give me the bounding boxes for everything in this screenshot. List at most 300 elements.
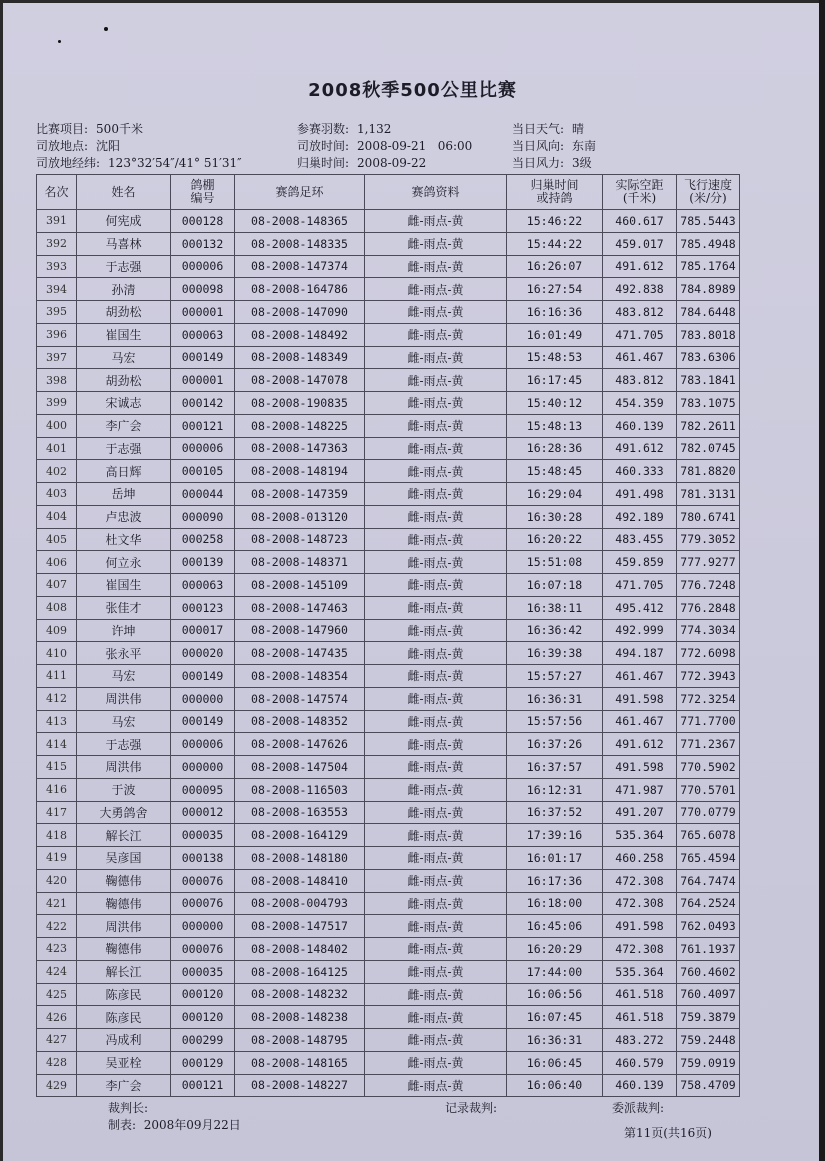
cell-ring-number: 08-2008-148238 [235, 1006, 365, 1029]
table-body [37, 210, 740, 1097]
column-header-bird-info [365, 175, 507, 210]
cell-loft-id: 000149 [171, 346, 235, 369]
table-row [37, 346, 740, 369]
cell-bird-info: 雌-雨点-黄 [365, 892, 507, 915]
cell-distance: 472.308 [603, 869, 677, 892]
cell-speed: 783.1841 [677, 369, 740, 392]
cell-distance: 459.859 [603, 551, 677, 574]
cell-loft-id: 000121 [171, 414, 235, 437]
cell-bird-info: 雌-雨点-黄 [365, 346, 507, 369]
cell-rank: 410 [37, 642, 77, 665]
column-header-text: 飞行速度 [683, 178, 732, 192]
meta-release-date: 2008-09-21 [357, 139, 427, 153]
cell-return-time: 16:37:57 [507, 756, 603, 779]
cell-rank: 407 [37, 574, 77, 597]
cell-return-time: 16:36:42 [507, 619, 603, 642]
meta-wind-dir-value: 东南 [572, 139, 597, 153]
cell-ring-number: 08-2008-147078 [235, 369, 365, 392]
cell-return-time: 16:18:00 [507, 892, 603, 915]
meta-wind-force-value: 3级 [572, 156, 592, 170]
meta-weather [512, 120, 584, 137]
cell-bird-info: 雌-雨点-黄 [365, 983, 507, 1006]
cell-return-time: 16:20:22 [507, 528, 603, 551]
cell-rank: 393 [37, 255, 77, 278]
column-header-loft-id [171, 175, 235, 210]
cell-name: 解长江 [77, 824, 171, 847]
column-header-name [77, 175, 171, 210]
cell-ring-number: 08-2008-148354 [235, 665, 365, 688]
cell-rank: 423 [37, 938, 77, 961]
cell-distance: 491.598 [603, 756, 677, 779]
cell-return-time: 16:06:40 [507, 1074, 603, 1097]
cell-name: 张佳才 [77, 596, 171, 619]
cell-ring-number: 08-2008-164125 [235, 960, 365, 983]
cell-rank: 399 [37, 392, 77, 415]
cell-bird-info: 雌-雨点-黄 [365, 778, 507, 801]
page-title: 2008秋季500公里比赛 [308, 80, 517, 101]
cell-rank: 398 [37, 369, 77, 392]
cell-speed: 760.4602 [677, 960, 740, 983]
cell-ring-number: 08-2008-147090 [235, 301, 365, 324]
cell-speed: 783.1075 [677, 392, 740, 415]
column-header-text: 实际空距 [615, 178, 664, 192]
cell-distance: 494.187 [603, 642, 677, 665]
table-row [37, 687, 740, 710]
cell-ring-number: 08-2008-147463 [235, 596, 365, 619]
cell-rank: 397 [37, 346, 77, 369]
meta-location-label: 司放地点: [36, 139, 89, 153]
cell-bird-info: 雌-雨点-黄 [365, 596, 507, 619]
column-header-text: 或持鸽 [536, 191, 573, 205]
table-row [37, 505, 740, 528]
cell-loft-id: 000063 [171, 323, 235, 346]
cell-rank: 417 [37, 801, 77, 824]
cell-return-time: 16:17:45 [507, 369, 603, 392]
cell-name: 周洪伟 [77, 756, 171, 779]
meta-wind-dir-label: 当日风向: [512, 139, 565, 153]
cell-speed: 785.1764 [677, 255, 740, 278]
cell-loft-id: 000063 [171, 574, 235, 597]
cell-ring-number: 08-2008-164786 [235, 278, 365, 301]
cell-rank: 413 [37, 710, 77, 733]
cell-loft-id: 000128 [171, 210, 235, 233]
meta-release [297, 137, 472, 154]
cell-bird-info: 雌-雨点-黄 [365, 847, 507, 870]
cell-rank: 414 [37, 733, 77, 756]
cell-distance: 483.272 [603, 1029, 677, 1052]
meta-location [36, 137, 120, 154]
meta-event-value: 500千米 [96, 122, 143, 136]
cell-return-time: 15:40:12 [507, 392, 603, 415]
cell-return-time: 16:20:29 [507, 938, 603, 961]
cell-name: 吴亚栓 [77, 1051, 171, 1074]
table-row [37, 665, 740, 688]
meta-event-label: 比赛项目: [36, 122, 89, 136]
cell-bird-info: 雌-雨点-黄 [365, 392, 507, 415]
cell-speed: 781.8820 [677, 460, 740, 483]
table-row [37, 301, 740, 324]
cell-ring-number: 08-2008-147960 [235, 619, 365, 642]
cell-ring-number: 08-2008-148402 [235, 938, 365, 961]
cell-name: 陈彦民 [77, 983, 171, 1006]
cell-speed: 771.2367 [677, 733, 740, 756]
cell-loft-id: 000149 [171, 710, 235, 733]
cell-distance: 492.838 [603, 278, 677, 301]
cell-speed: 783.8018 [677, 323, 740, 346]
cell-ring-number: 08-2008-148165 [235, 1051, 365, 1074]
meta-wind-force-label: 当日风力: [512, 156, 565, 170]
cell-loft-id: 000000 [171, 687, 235, 710]
cell-distance: 535.364 [603, 960, 677, 983]
column-header-return-time [507, 175, 603, 210]
cell-name: 周洪伟 [77, 687, 171, 710]
cell-name: 孙清 [77, 278, 171, 301]
cell-bird-info: 雌-雨点-黄 [365, 756, 507, 779]
cell-distance: 460.579 [603, 1051, 677, 1074]
cell-distance: 461.518 [603, 983, 677, 1006]
cell-name: 于志强 [77, 255, 171, 278]
column-header-text: 赛鸽足环 [275, 184, 324, 199]
cell-speed: 785.5443 [677, 210, 740, 233]
cell-return-time: 15:57:27 [507, 665, 603, 688]
cell-loft-id: 000000 [171, 756, 235, 779]
cell-ring-number: 08-2008-148349 [235, 346, 365, 369]
cell-loft-id: 000095 [171, 778, 235, 801]
table-row [37, 323, 740, 346]
cell-distance: 483.812 [603, 301, 677, 324]
cell-return-time: 16:26:07 [507, 255, 603, 278]
cell-rank: 405 [37, 528, 77, 551]
cell-rank: 424 [37, 960, 77, 983]
cell-ring-number: 08-2008-147626 [235, 733, 365, 756]
cell-bird-info: 雌-雨点-黄 [365, 369, 507, 392]
cell-name: 于波 [77, 778, 171, 801]
column-header-distance [603, 175, 677, 210]
cell-return-time: 16:37:26 [507, 733, 603, 756]
column-header-text: 名次 [44, 184, 69, 199]
cell-return-time: 16:01:49 [507, 323, 603, 346]
cell-speed: 781.3131 [677, 483, 740, 506]
meta-location-value: 沈阳 [96, 139, 121, 153]
cell-distance: 491.598 [603, 915, 677, 938]
cell-name: 李广会 [77, 414, 171, 437]
cell-distance: 495.412 [603, 596, 677, 619]
cell-speed: 780.6741 [677, 505, 740, 528]
cell-rank: 418 [37, 824, 77, 847]
cell-speed: 765.4594 [677, 847, 740, 870]
cell-bird-info: 雌-雨点-黄 [365, 574, 507, 597]
cell-rank: 419 [37, 847, 77, 870]
cell-name: 鞠德伟 [77, 938, 171, 961]
cell-return-time: 15:44:22 [507, 232, 603, 255]
footer-page-number: 第11页(共16页) [624, 1126, 712, 1140]
cell-speed: 764.2524 [677, 892, 740, 915]
cell-bird-info: 雌-雨点-黄 [365, 1006, 507, 1029]
cell-speed: 774.3034 [677, 619, 740, 642]
cell-loft-id: 000020 [171, 642, 235, 665]
cell-return-time: 16:38:11 [507, 596, 603, 619]
cell-return-time: 16:07:45 [507, 1006, 603, 1029]
cell-loft-id: 000120 [171, 1006, 235, 1029]
cell-loft-id: 000017 [171, 619, 235, 642]
cell-bird-info: 雌-雨点-黄 [365, 528, 507, 551]
cell-return-time: 16:16:36 [507, 301, 603, 324]
cell-name: 马宏 [77, 665, 171, 688]
cell-name: 何立永 [77, 551, 171, 574]
meta-release-label: 司放时间: [297, 139, 350, 153]
meta-count [297, 120, 391, 137]
table-row [37, 960, 740, 983]
cell-rank: 391 [37, 210, 77, 233]
cell-loft-id: 000132 [171, 232, 235, 255]
cell-bird-info: 雌-雨点-黄 [365, 915, 507, 938]
cell-distance: 461.467 [603, 710, 677, 733]
cell-loft-id: 000258 [171, 528, 235, 551]
cell-ring-number: 08-2008-147517 [235, 915, 365, 938]
meta-return [297, 154, 426, 171]
footer-made [108, 1116, 241, 1133]
cell-speed: 782.2611 [677, 414, 740, 437]
cell-rank: 400 [37, 414, 77, 437]
meta-return-label: 归巢时间: [297, 156, 350, 170]
cell-name: 卢忠波 [77, 505, 171, 528]
cell-bird-info: 雌-雨点-黄 [365, 437, 507, 460]
cell-loft-id: 000035 [171, 824, 235, 847]
table-row [37, 369, 740, 392]
cell-bird-info: 雌-雨点-黄 [365, 323, 507, 346]
cell-speed: 760.4097 [677, 983, 740, 1006]
scan-edge-left [0, 0, 3, 1161]
cell-return-time: 16:39:38 [507, 642, 603, 665]
cell-ring-number: 08-2008-148410 [235, 869, 365, 892]
table-row [37, 642, 740, 665]
table-row [37, 619, 740, 642]
table-row [37, 528, 740, 551]
cell-distance: 492.999 [603, 619, 677, 642]
cell-name: 崔国生 [77, 574, 171, 597]
column-header-text: 编号 [190, 191, 215, 205]
cell-rank: 429 [37, 1074, 77, 1097]
cell-name: 马喜林 [77, 232, 171, 255]
table-row [37, 801, 740, 824]
cell-distance: 491.612 [603, 733, 677, 756]
cell-distance: 491.207 [603, 801, 677, 824]
meta-return-value: 2008-09-22 [357, 156, 427, 170]
cell-name: 鞠德伟 [77, 892, 171, 915]
cell-name: 杜文华 [77, 528, 171, 551]
cell-rank: 415 [37, 756, 77, 779]
cell-speed: 761.1937 [677, 938, 740, 961]
cell-distance: 461.518 [603, 1006, 677, 1029]
column-header-ring-number [235, 175, 365, 210]
table-row [37, 938, 740, 961]
cell-distance: 535.364 [603, 824, 677, 847]
cell-ring-number: 08-2008-148225 [235, 414, 365, 437]
cell-rank: 427 [37, 1029, 77, 1052]
cell-distance: 461.467 [603, 665, 677, 688]
cell-loft-id: 000006 [171, 733, 235, 756]
cell-ring-number: 08-2008-163553 [235, 801, 365, 824]
cell-rank: 426 [37, 1006, 77, 1029]
scan-speck [58, 40, 61, 43]
cell-ring-number: 08-2008-148335 [235, 232, 365, 255]
footer-made-label: 制表: [108, 1118, 137, 1132]
scan-edge-right [819, 0, 825, 1161]
cell-bird-info: 雌-雨点-黄 [365, 232, 507, 255]
cell-loft-id: 000001 [171, 369, 235, 392]
cell-rank: 425 [37, 983, 77, 1006]
cell-ring-number: 08-2008-147435 [235, 642, 365, 665]
cell-distance: 460.139 [603, 414, 677, 437]
cell-speed: 770.5902 [677, 756, 740, 779]
cell-name: 陈彦民 [77, 1006, 171, 1029]
cell-return-time: 16:45:06 [507, 915, 603, 938]
cell-distance: 460.333 [603, 460, 677, 483]
cell-bird-info: 雌-雨点-黄 [365, 687, 507, 710]
cell-rank: 404 [37, 505, 77, 528]
column-header-text: 赛鸽资料 [411, 184, 460, 199]
cell-ring-number: 08-2008-147363 [235, 437, 365, 460]
cell-speed: 776.7248 [677, 574, 740, 597]
table-row [37, 733, 740, 756]
column-header-text: 归巢时间 [530, 178, 579, 192]
cell-speed: 770.5701 [677, 778, 740, 801]
cell-loft-id: 000139 [171, 551, 235, 574]
cell-ring-number: 08-2008-148795 [235, 1029, 365, 1052]
cell-ring-number: 08-2008-013120 [235, 505, 365, 528]
cell-rank: 416 [37, 778, 77, 801]
meta-coords-value: 123°32′54″/41° 51′31″ [108, 156, 242, 170]
meta-wind-force [512, 154, 592, 171]
cell-rank: 411 [37, 665, 77, 688]
cell-return-time: 16:28:36 [507, 437, 603, 460]
cell-speed: 759.2448 [677, 1029, 740, 1052]
cell-rank: 412 [37, 687, 77, 710]
table-row [37, 778, 740, 801]
table-row [37, 983, 740, 1006]
results-table [36, 174, 740, 1097]
cell-speed: 772.3943 [677, 665, 740, 688]
cell-distance: 460.258 [603, 847, 677, 870]
table-row [37, 892, 740, 915]
cell-ring-number: 08-2008-147359 [235, 483, 365, 506]
table-row [37, 574, 740, 597]
cell-bird-info: 雌-雨点-黄 [365, 255, 507, 278]
table-row [37, 255, 740, 278]
cell-rank: 392 [37, 232, 77, 255]
meta-coords-label: 司放地经纬: [36, 156, 101, 170]
cell-bird-info: 雌-雨点-黄 [365, 938, 507, 961]
cell-bird-info: 雌-雨点-黄 [365, 1074, 507, 1097]
cell-loft-id: 000105 [171, 460, 235, 483]
cell-bird-info: 雌-雨点-黄 [365, 824, 507, 847]
cell-return-time: 16:27:54 [507, 278, 603, 301]
cell-loft-id: 000076 [171, 869, 235, 892]
cell-return-time: 16:30:28 [507, 505, 603, 528]
cell-speed: 784.6448 [677, 301, 740, 324]
footer-recorder: 记录裁判: [445, 1101, 498, 1115]
cell-return-time: 16:17:36 [507, 869, 603, 892]
cell-return-time: 15:46:22 [507, 210, 603, 233]
cell-name: 李广会 [77, 1074, 171, 1097]
cell-return-time: 17:39:16 [507, 824, 603, 847]
cell-name: 崔国生 [77, 323, 171, 346]
cell-rank: 420 [37, 869, 77, 892]
cell-distance: 491.598 [603, 687, 677, 710]
cell-speed: 762.0493 [677, 915, 740, 938]
cell-speed: 783.6306 [677, 346, 740, 369]
column-header-rank [37, 175, 77, 210]
cell-distance: 454.359 [603, 392, 677, 415]
table-row [37, 869, 740, 892]
cell-rank: 421 [37, 892, 77, 915]
cell-loft-id: 000098 [171, 278, 235, 301]
cell-name: 冯成利 [77, 1029, 171, 1052]
cell-ring-number: 08-2008-148365 [235, 210, 365, 233]
cell-loft-id: 000001 [171, 301, 235, 324]
cell-name: 岳坤 [77, 483, 171, 506]
cell-loft-id: 000123 [171, 596, 235, 619]
cell-bird-info: 雌-雨点-黄 [365, 733, 507, 756]
column-header-text: 姓名 [111, 184, 136, 199]
meta-weather-value: 晴 [572, 122, 585, 136]
cell-distance: 471.987 [603, 778, 677, 801]
cell-bird-info: 雌-雨点-黄 [365, 414, 507, 437]
table-row [37, 278, 740, 301]
cell-ring-number: 08-2008-147574 [235, 687, 365, 710]
cell-rank: 422 [37, 915, 77, 938]
cell-return-time: 16:06:45 [507, 1051, 603, 1074]
cell-rank: 402 [37, 460, 77, 483]
cell-bird-info: 雌-雨点-黄 [365, 278, 507, 301]
footer-made-date: 2008年09月22日 [143, 1118, 241, 1132]
cell-loft-id: 000006 [171, 437, 235, 460]
cell-loft-id: 000142 [171, 392, 235, 415]
cell-distance: 491.612 [603, 255, 677, 278]
cell-speed: 759.0919 [677, 1051, 740, 1074]
cell-ring-number: 08-2008-148492 [235, 323, 365, 346]
meta-count-label: 参赛羽数: [297, 122, 350, 136]
cell-name: 于志强 [77, 437, 171, 460]
cell-return-time: 16:06:56 [507, 983, 603, 1006]
cell-distance: 472.308 [603, 892, 677, 915]
cell-ring-number: 08-2008-148227 [235, 1074, 365, 1097]
column-header-text: (米/分) [689, 191, 727, 205]
table-row [37, 460, 740, 483]
table-row [37, 232, 740, 255]
cell-name: 张永平 [77, 642, 171, 665]
table-row [37, 551, 740, 574]
cell-speed: 771.7700 [677, 710, 740, 733]
column-header-text: (千米) [622, 191, 657, 205]
cell-bird-info: 雌-雨点-黄 [365, 642, 507, 665]
cell-speed: 759.3879 [677, 1006, 740, 1029]
cell-bird-info: 雌-雨点-黄 [365, 301, 507, 324]
cell-return-time: 15:48:13 [507, 414, 603, 437]
cell-bird-info: 雌-雨点-黄 [365, 619, 507, 642]
cell-return-time: 16:12:31 [507, 778, 603, 801]
cell-bird-info: 雌-雨点-黄 [365, 1029, 507, 1052]
cell-rank: 401 [37, 437, 77, 460]
table-row [37, 1006, 740, 1029]
cell-name: 何宪成 [77, 210, 171, 233]
meta-count-value: 1,132 [357, 122, 392, 136]
cell-distance: 459.017 [603, 232, 677, 255]
cell-distance: 460.617 [603, 210, 677, 233]
table-row [37, 437, 740, 460]
cell-speed: 770.0779 [677, 801, 740, 824]
column-header-speed [677, 175, 740, 210]
